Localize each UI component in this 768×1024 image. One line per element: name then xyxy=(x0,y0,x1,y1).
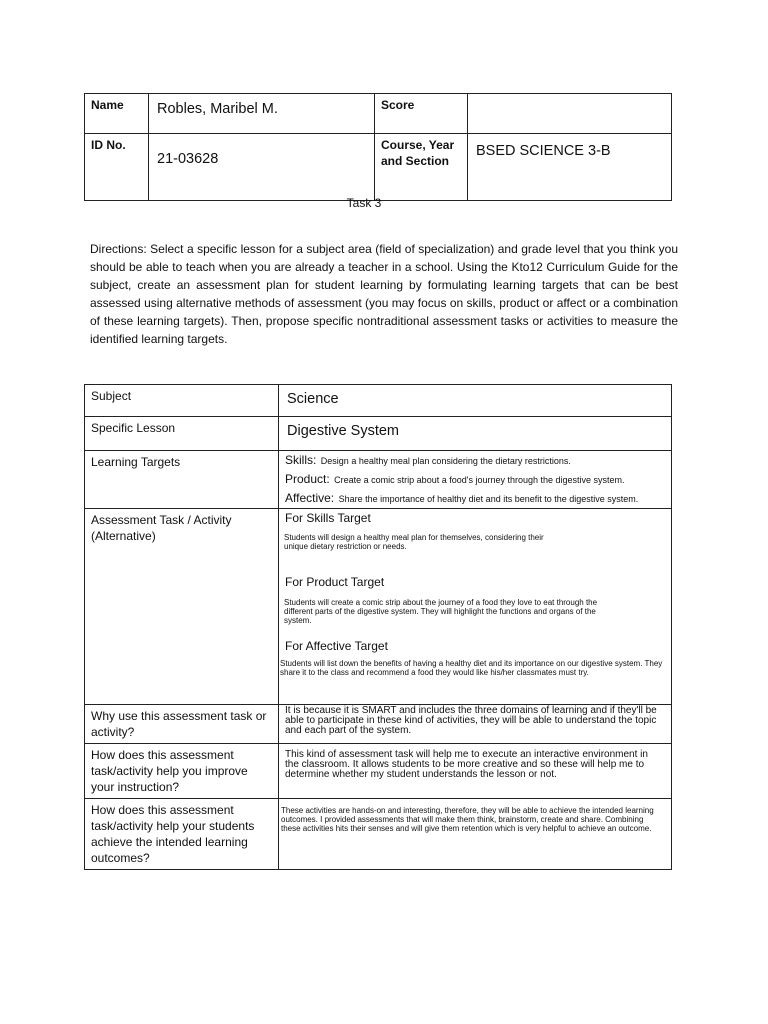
lesson-label: Specific Lesson xyxy=(85,417,279,451)
target-product: Product: Create a comic strip about a food's journey through the digestive system. xyxy=(285,472,625,486)
improve-text: This kind of assessment task will help me to execute an interactive environment in the classroom. It allows students to be more creative and so these will help me to determine whether my student understands the lesson or not. xyxy=(279,744,672,799)
target-affective: Affective: Share the importance of healthy diet and its benefit to the digestive system. xyxy=(285,491,639,505)
why-text: It is because it is SMART and includes the three domains of learning and if they'll be able to participate in these kind of activities, they will be able to understand the topic and each part of the system. xyxy=(279,705,672,744)
id-label: ID No. xyxy=(85,134,149,201)
target-skills: Skills: Design a healthy meal plan considering the dietary restrictions. xyxy=(285,453,571,467)
score-value xyxy=(468,94,672,134)
directions-paragraph: Directions: Select a specific lesson for a subject area (field of specialization) and grade level that you think you should be able to teach when you are already a teacher in a school. Using the Kto12 Curriculum Guide for the subject, create an assessment plan for student learning by formulating learning targets that can be best assessed using alternative methods of assessment (you may focus on skills, product or affect or a combination of these learning targets). Then, propose specific nontraditional assessment tasks or activities to measure the identified learning targets. xyxy=(90,242,678,346)
targets-label: Learning Targets xyxy=(85,451,279,509)
affective-text: Students will list down the benefits of having a healthy diet and its importance on our digestive system. They share it to the class and recommend a food they would like his/her classmates must try. xyxy=(280,659,663,677)
name-label: Name xyxy=(85,94,149,134)
targets-cell xyxy=(279,451,672,509)
name-value: Robles, Maribel M. xyxy=(149,94,375,134)
lesson-value: Digestive System xyxy=(279,417,672,451)
skills-text: Students will design a healthy meal plan for themselves, considering their unique dietary restriction or needs. xyxy=(284,533,544,551)
task-title: Task 3 xyxy=(346,196,382,210)
subject-label: Subject xyxy=(85,385,279,417)
id-value: 21-03628 xyxy=(149,134,375,201)
subject-value: Science xyxy=(279,385,672,417)
task-cell xyxy=(279,509,672,705)
achieve-text: These activities are hands-on and interesting, therefore, they will be able to achieve the intended learning outcomes. I provided assessments that will make them think, brainstorm, create and share. Combining these activities hits their senses and will give them retention which is very helpful to achieve an outcome. xyxy=(279,799,672,870)
affective-heading: For Affective Target xyxy=(285,639,388,653)
course-label: Course, Year and Section xyxy=(375,134,468,201)
student-info-table xyxy=(84,93,672,201)
assessment-plan-table xyxy=(84,384,672,870)
task-label: Assessment Task / Activity (Alternative) xyxy=(85,509,279,705)
skills-heading: For Skills Target xyxy=(285,511,371,525)
course-value: BSED SCIENCE 3-B xyxy=(468,134,672,201)
why-label: Why use this assessment task or activity? xyxy=(85,705,279,744)
product-text: Students will create a comic strip about the journey of a food they love to eat through the different parts of the digestive system. They will highlight the functions and organs of the system. xyxy=(284,598,598,625)
improve-label: How does this assessment task/activity help you improve your instruction? xyxy=(85,744,279,799)
achieve-label: How does this assessment task/activity help your students achieve the intended learning outcomes? xyxy=(85,799,279,870)
score-label: Score xyxy=(375,94,468,134)
product-heading: For Product Target xyxy=(285,575,385,589)
